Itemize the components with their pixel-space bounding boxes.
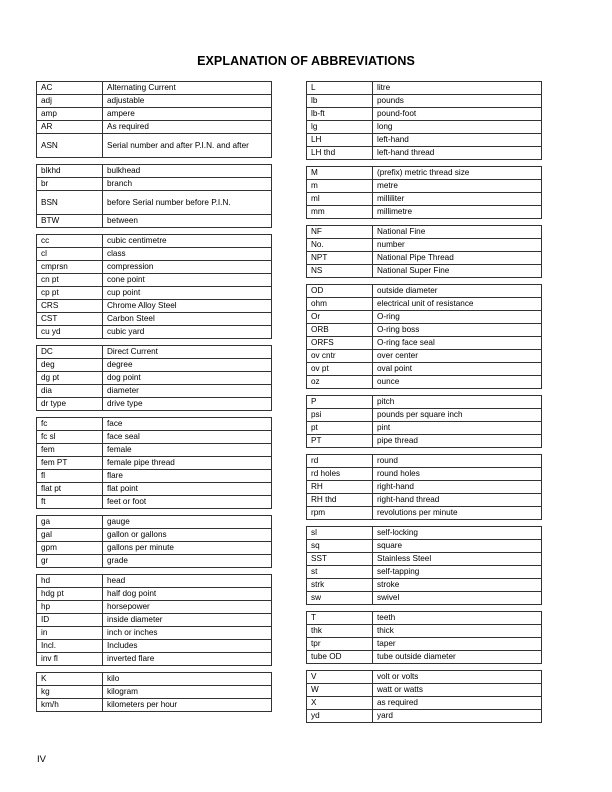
abbreviation-meaning: between [103,215,272,228]
abbreviation: kg [37,686,103,699]
abbreviation-group [306,284,542,389]
abbreviation: strk [307,579,373,592]
abbreviation-row [37,470,272,483]
abbreviation-meaning: oval point [373,363,542,376]
abbreviation-group [36,81,272,158]
abbreviation-row [307,285,542,298]
abbreviation-row [37,346,272,359]
abbreviation-row [37,165,272,178]
abbreviation: fc [37,418,103,431]
abbreviation-meaning: electrical unit of resistance [373,298,542,311]
abbreviation-row [37,653,272,666]
abbreviation: LH [307,134,373,147]
abbreviation-meaning: self-locking [373,527,542,540]
abbreviation-row [37,496,272,509]
left-column [36,81,272,718]
abbreviation: W [307,684,373,697]
abbreviation: PT [307,435,373,448]
abbreviation-group [306,81,542,160]
abbreviation-group [36,515,272,568]
abbreviation-group [36,672,272,712]
abbreviation: L [307,82,373,95]
abbreviation-row [307,396,542,409]
abbreviation-meaning: degree [103,359,272,372]
abbreviation-meaning: National Pipe Thread [373,252,542,265]
abbreviation-meaning: O-ring face seal [373,337,542,350]
abbreviation-row [307,507,542,520]
abbreviation-meaning: Stainless Steel [373,553,542,566]
abbreviation-meaning: number [373,239,542,252]
abbreviation-row [37,614,272,627]
abbreviation-row [37,699,272,712]
abbreviation-row [37,326,272,339]
abbreviation-row [37,313,272,326]
abbreviation-row [307,481,542,494]
abbreviation: fl [37,470,103,483]
abbreviation: cl [37,248,103,261]
abbreviation: hp [37,601,103,614]
abbreviation-meaning: As required [103,121,272,134]
abbreviation-group [306,670,542,723]
abbreviation: amp [37,108,103,121]
abbreviation-meaning: gauge [103,516,272,529]
abbreviation-meaning: right-hand [373,481,542,494]
abbreviation-meaning: tube outside diameter [373,651,542,664]
abbreviation-meaning: kilogram [103,686,272,699]
abbreviation-row [37,385,272,398]
abbreviation-row [307,435,542,448]
abbreviation-meaning: round holes [373,468,542,481]
abbreviation: CST [37,313,103,326]
abbreviation-group [306,395,542,448]
abbreviation-row [307,697,542,710]
abbreviation: gal [37,529,103,542]
abbreviation-group [306,225,542,278]
abbreviation: NF [307,226,373,239]
abbreviation: km/h [37,699,103,712]
abbreviation-row [307,121,542,134]
abbreviation-row [307,226,542,239]
abbreviation-meaning: gallons per minute [103,542,272,555]
abbreviation-row [307,651,542,664]
abbreviation-row [307,566,542,579]
abbreviation-row [307,671,542,684]
abbreviation-meaning: swivel [373,592,542,605]
abbreviation: tpr [307,638,373,651]
abbreviation-meaning: National Super Fine [373,265,542,278]
abbreviation-row [307,363,542,376]
abbreviation-row [307,108,542,121]
abbreviation-group [36,417,272,509]
abbreviation-group [306,166,542,219]
abbreviation-meaning: grade [103,555,272,568]
abbreviation: ORFS [307,337,373,350]
abbreviation-meaning: ounce [373,376,542,389]
abbreviation-row [37,457,272,470]
abbreviation: P [307,396,373,409]
abbreviation-meaning: diameter [103,385,272,398]
abbreviation: br [37,178,103,191]
abbreviation-meaning: female [103,444,272,457]
abbreviation: NS [307,265,373,278]
abbreviation-meaning: class [103,248,272,261]
abbreviation: K [37,673,103,686]
abbreviation-row [37,418,272,431]
abbreviation-meaning: over center [373,350,542,363]
abbreviation-row [307,337,542,350]
abbreviation-row [37,191,272,215]
abbreviation-group [36,574,272,666]
abbreviation-meaning: taper [373,638,542,651]
abbreviation: Or [307,311,373,324]
abbreviation: hd [37,575,103,588]
abbreviation-row [37,121,272,134]
abbreviation: rd [307,455,373,468]
abbreviation-row [307,134,542,147]
abbreviation-meaning: flare [103,470,272,483]
abbreviation-meaning: left-hand [373,134,542,147]
abbreviation: ASN [37,134,103,158]
abbreviation-row [307,455,542,468]
abbreviation-row [37,178,272,191]
abbreviation: dr type [37,398,103,411]
abbreviation-row [307,311,542,324]
abbreviation-row [307,468,542,481]
abbreviation-meaning: teeth [373,612,542,625]
abbreviation: BSN [37,191,103,215]
abbreviation-meaning: bulkhead [103,165,272,178]
abbreviation: NPT [307,252,373,265]
abbreviation-meaning: pitch [373,396,542,409]
abbreviation: DC [37,346,103,359]
abbreviation: Incl. [37,640,103,653]
abbreviation: ga [37,516,103,529]
abbreviation-row [37,82,272,95]
abbreviation: gr [37,555,103,568]
abbreviation-meaning: litre [373,82,542,95]
abbreviation: V [307,671,373,684]
abbreviation-row [307,638,542,651]
abbreviation-row [307,579,542,592]
abbreviation: M [307,167,373,180]
abbreviation-row [37,215,272,228]
abbreviation-group [306,526,542,605]
abbreviation-meaning: stroke [373,579,542,592]
abbreviation: fem PT [37,457,103,470]
abbreviation-meaning: revolutions per minute [373,507,542,520]
abbreviation: fem [37,444,103,457]
abbreviation: hdg pt [37,588,103,601]
abbreviation-row [307,180,542,193]
abbreviation-meaning: feet or foot [103,496,272,509]
abbreviation: tube OD [307,651,373,664]
abbreviation-row [37,601,272,614]
abbreviation-row [37,575,272,588]
abbreviation-meaning: Serial number and after P.I.N. and after [103,134,272,158]
abbreviation: flat pt [37,483,103,496]
abbreviation: ft [37,496,103,509]
abbreviation: cc [37,235,103,248]
abbreviation-meaning: O-ring boss [373,324,542,337]
abbreviation-meaning: Carbon Steel [103,313,272,326]
abbreviation: sl [307,527,373,540]
abbreviation: OD [307,285,373,298]
abbreviation-row [307,409,542,422]
abbreviation-row [37,529,272,542]
abbreviation: oz [307,376,373,389]
abbreviation-meaning: long [373,121,542,134]
abbreviation: rpm [307,507,373,520]
abbreviation-row [37,261,272,274]
page-title: EXPLANATION OF ABBREVIATIONS [197,54,415,68]
abbreviation-row [37,483,272,496]
abbreviation-meaning: round [373,455,542,468]
abbreviation-meaning: volt or volts [373,671,542,684]
abbreviation-row [307,350,542,363]
abbreviation: No. [307,239,373,252]
abbreviation: cp pt [37,287,103,300]
abbreviation-row [307,265,542,278]
abbreviation: ID [37,614,103,627]
abbreviation-row [37,673,272,686]
abbreviation-meaning: half dog point [103,588,272,601]
abbreviation-row [307,298,542,311]
right-column [306,81,542,729]
abbreviation: cmprsn [37,261,103,274]
abbreviation: ov cntr [307,350,373,363]
abbreviation-meaning: pound-foot [373,108,542,121]
abbreviation: cn pt [37,274,103,287]
abbreviation-meaning: adjustable [103,95,272,108]
abbreviation-group [36,345,272,411]
abbreviation: lb-ft [307,108,373,121]
abbreviation-meaning: Chrome Alloy Steel [103,300,272,313]
abbreviation: cu yd [37,326,103,339]
abbreviation: sq [307,540,373,553]
abbreviation-row [307,324,542,337]
abbreviation: dg pt [37,372,103,385]
abbreviation: psi [307,409,373,422]
abbreviation-meaning: O-ring [373,311,542,324]
abbreviation-row [37,640,272,653]
abbreviation-meaning: flat point [103,483,272,496]
abbreviation: pt [307,422,373,435]
abbreviation-row [37,686,272,699]
abbreviation-row [307,239,542,252]
abbreviation: BTW [37,215,103,228]
abbreviation: yd [307,710,373,723]
abbreviation-group [36,234,272,339]
abbreviation-group [306,454,542,520]
abbreviation-meaning: square [373,540,542,553]
abbreviation: gpm [37,542,103,555]
abbreviation-row [307,95,542,108]
abbreviation-row [37,287,272,300]
abbreviation-meaning: watt or watts [373,684,542,697]
abbreviation: X [307,697,373,710]
abbreviation-meaning: cubic yard [103,326,272,339]
abbreviation-meaning: gallon or gallons [103,529,272,542]
abbreviation: mm [307,206,373,219]
abbreviation-meaning: female pipe thread [103,457,272,470]
abbreviation-meaning: self-tapping [373,566,542,579]
abbreviation-meaning: inverted flare [103,653,272,666]
abbreviation-meaning: compression [103,261,272,274]
abbreviation-meaning: outside diameter [373,285,542,298]
abbreviation-row [37,431,272,444]
abbreviation-group [306,611,542,664]
abbreviation-row [307,376,542,389]
abbreviation-meaning: as required [373,697,542,710]
abbreviation-row [307,527,542,540]
abbreviation: ohm [307,298,373,311]
abbreviation-row [307,422,542,435]
abbreviation-meaning: branch [103,178,272,191]
abbreviation: RH thd [307,494,373,507]
abbreviation-meaning: horsepower [103,601,272,614]
abbreviation: lg [307,121,373,134]
abbreviation-meaning: ampere [103,108,272,121]
abbreviation: rd holes [307,468,373,481]
abbreviation-row [37,108,272,121]
abbreviation: blkhd [37,165,103,178]
abbreviation-meaning: inch or inches [103,627,272,640]
abbreviation-meaning: kilo [103,673,272,686]
abbreviation-meaning: milliliter [373,193,542,206]
abbreviation-row [37,300,272,313]
abbreviation: m [307,180,373,193]
abbreviation-meaning: kilometers per hour [103,699,272,712]
abbreviation-meaning: dog point [103,372,272,385]
abbreviation-row [37,555,272,568]
abbreviation-row [37,398,272,411]
abbreviation-meaning: pounds [373,95,542,108]
abbreviation-meaning: millimetre [373,206,542,219]
abbreviation-meaning: right-hand thread [373,494,542,507]
abbreviation-row [307,553,542,566]
abbreviation: lb [307,95,373,108]
abbreviation-meaning: pounds per square inch [373,409,542,422]
abbreviation-meaning: drive type [103,398,272,411]
abbreviation-meaning: yard [373,710,542,723]
abbreviation-row [307,494,542,507]
abbreviation-row [307,540,542,553]
abbreviation: CRS [37,300,103,313]
abbreviation: deg [37,359,103,372]
abbreviation: st [307,566,373,579]
abbreviation: AC [37,82,103,95]
abbreviation-row [37,588,272,601]
abbreviation-row [307,147,542,160]
abbreviation-meaning: before Serial number before P.I.N. [103,191,272,215]
abbreviation: thk [307,625,373,638]
abbreviation: RH [307,481,373,494]
abbreviation-meaning: face seal [103,431,272,444]
abbreviation-meaning: pipe thread [373,435,542,448]
abbreviation-meaning: Includes [103,640,272,653]
abbreviation: T [307,612,373,625]
abbreviation-meaning: Direct Current [103,346,272,359]
abbreviation: ov pt [307,363,373,376]
abbreviation-meaning: left-hand thread [373,147,542,160]
abbreviation: dia [37,385,103,398]
abbreviation: ORB [307,324,373,337]
abbreviation-group [36,164,272,228]
abbreviation-row [307,252,542,265]
abbreviation-meaning: (prefix) metric thread size [373,167,542,180]
page-number: IV [37,754,46,765]
abbreviation-meaning: head [103,575,272,588]
abbreviation-row [307,193,542,206]
abbreviation-row [37,235,272,248]
abbreviation-row [307,82,542,95]
abbreviation-row [37,516,272,529]
abbreviation-row [37,248,272,261]
abbreviation-row [307,710,542,723]
abbreviation-row [307,167,542,180]
abbreviation-row [307,612,542,625]
abbreviation: AR [37,121,103,134]
abbreviation-row [307,592,542,605]
abbreviation-meaning: thick [373,625,542,638]
abbreviation-row [307,684,542,697]
abbreviation-row [37,134,272,158]
abbreviation-row [37,95,272,108]
abbreviation-row [37,372,272,385]
abbreviation: SST [307,553,373,566]
abbreviation-meaning: cone point [103,274,272,287]
abbreviation: inv fl [37,653,103,666]
abbreviation-meaning: pint [373,422,542,435]
abbreviation-meaning: inside diameter [103,614,272,627]
abbreviation: sw [307,592,373,605]
abbreviation-row [37,627,272,640]
abbreviation-meaning: cubic centimetre [103,235,272,248]
abbreviation: LH thd [307,147,373,160]
abbreviation-meaning: metre [373,180,542,193]
abbreviation-meaning: Alternating Current [103,82,272,95]
abbreviation-row [307,625,542,638]
abbreviation-row [37,274,272,287]
abbreviation-row [37,359,272,372]
abbreviation-meaning: National Fine [373,226,542,239]
abbreviation-row [307,206,542,219]
abbreviation: fc sl [37,431,103,444]
abbreviation-row [37,444,272,457]
abbreviation-meaning: cup point [103,287,272,300]
abbreviation-meaning: face [103,418,272,431]
abbreviation: adj [37,95,103,108]
abbreviation: in [37,627,103,640]
abbreviation: ml [307,193,373,206]
abbreviation-row [37,542,272,555]
